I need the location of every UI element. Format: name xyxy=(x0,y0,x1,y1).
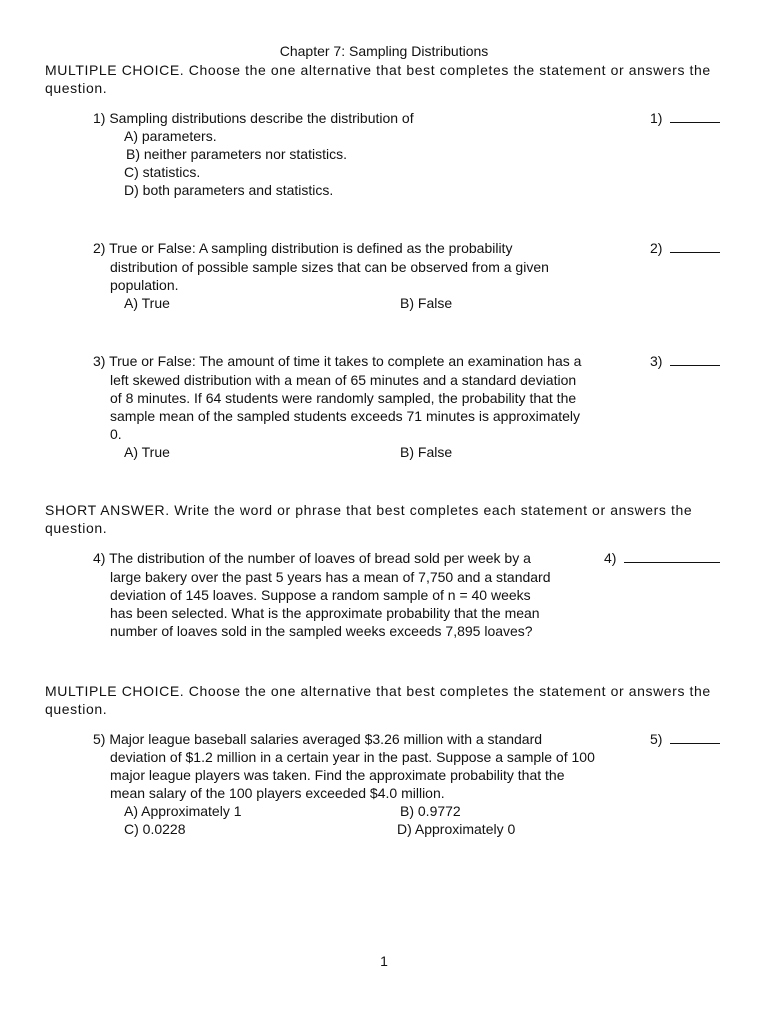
q5-option-a: A) Approximately 1 xyxy=(124,803,242,819)
question-3-line-3: of 8 minutes. If 64 students were randomly sampled, the probability that the xyxy=(110,390,577,406)
question-1-text: 1) Sampling distributions describe the distribution of xyxy=(93,110,414,126)
question-2-number: 2) xyxy=(650,239,720,257)
q5-option-b: B) 0.9772 xyxy=(400,803,461,819)
question-4-line-4: has been selected. What is the approximate probability that the mean xyxy=(110,605,540,621)
page-title: Chapter 7: Sampling Distributions xyxy=(279,43,489,59)
question-5-line-2: deviation of $1.2 million in a certain year in the past. Suppose a sample of 100 xyxy=(110,749,595,765)
q2-option-a: A) True xyxy=(124,295,170,311)
question-2-line-3: population. xyxy=(110,277,179,293)
q2-option-b: B) False xyxy=(400,295,453,311)
q1-option-a: A) parameters. xyxy=(124,128,217,144)
q5-option-d: D) Approximately 0 xyxy=(397,821,516,837)
answer-blank-5[interactable] xyxy=(670,731,720,744)
question-4-line-5: number of loaves sold in the sampled weeks exceeds 7,895 loaves? xyxy=(110,623,533,639)
page-number: 1 xyxy=(380,953,388,969)
answer-blank-1[interactable] xyxy=(670,110,720,123)
question-3-line-5: 0. xyxy=(110,426,122,442)
answer-blank-4[interactable] xyxy=(624,550,720,563)
question-3-number: 3) xyxy=(650,352,720,370)
q1-option-c: C) statistics. xyxy=(124,164,201,180)
question-4-line-2: large bakery over the past 5 years has a mean of 7,750 and a standard xyxy=(110,569,551,585)
question-4-line-3: deviation of 145 loaves. Suppose a random sample of n = 40 weeks xyxy=(110,587,531,603)
q3-option-b: B) False xyxy=(400,444,453,460)
instructions-multiple-choice-1: MULTIPLE CHOICE. Choose the one alternative that best completes the statement or answers the question. xyxy=(45,62,711,96)
question-3-line-1: 3) True or False: The amount of time it takes to complete an examination has a xyxy=(93,353,582,369)
question-2-line-2: distribution of possible sample sizes that can be observed from a given xyxy=(110,259,549,275)
q1-option-d: D) both parameters and statistics. xyxy=(124,182,334,198)
question-5-number: 5) xyxy=(650,730,720,748)
question-5-line-1: 5) Major league baseball salaries averaged $3.26 million with a standard xyxy=(93,731,543,747)
instructions-short-answer: SHORT ANSWER. Write the word or phrase that best completes each statement or answers the question. xyxy=(45,502,693,536)
question-5-line-3: major league players was taken. Find the approximate probability that the xyxy=(110,767,565,783)
q1-option-b: B) neither parameters nor statistics. xyxy=(126,146,347,162)
question-2-line-1: 2) True or False: A sampling distribution is defined as the probability xyxy=(93,240,513,256)
question-1-number: 1) xyxy=(650,109,720,127)
instructions-multiple-choice-2: MULTIPLE CHOICE. Choose the one alternative that best completes the statement or answers the question. xyxy=(45,683,711,717)
answer-blank-3[interactable] xyxy=(670,353,720,366)
q5-option-c: C) 0.0228 xyxy=(124,821,186,837)
question-3-line-2: left skewed distribution with a mean of 65 minutes and a standard deviation xyxy=(110,372,577,388)
question-4-number: 4) xyxy=(604,549,720,567)
question-5-line-4: mean salary of the 100 players exceeded $4.0 million. xyxy=(110,785,445,801)
q3-option-a: A) True xyxy=(124,444,170,460)
question-4-line-1: 4) The distribution of the number of loaves of bread sold per week by a xyxy=(93,550,531,566)
question-3-line-4: sample mean of the sampled students exceeds 71 minutes is approximately xyxy=(110,408,581,424)
answer-blank-2[interactable] xyxy=(670,240,720,253)
